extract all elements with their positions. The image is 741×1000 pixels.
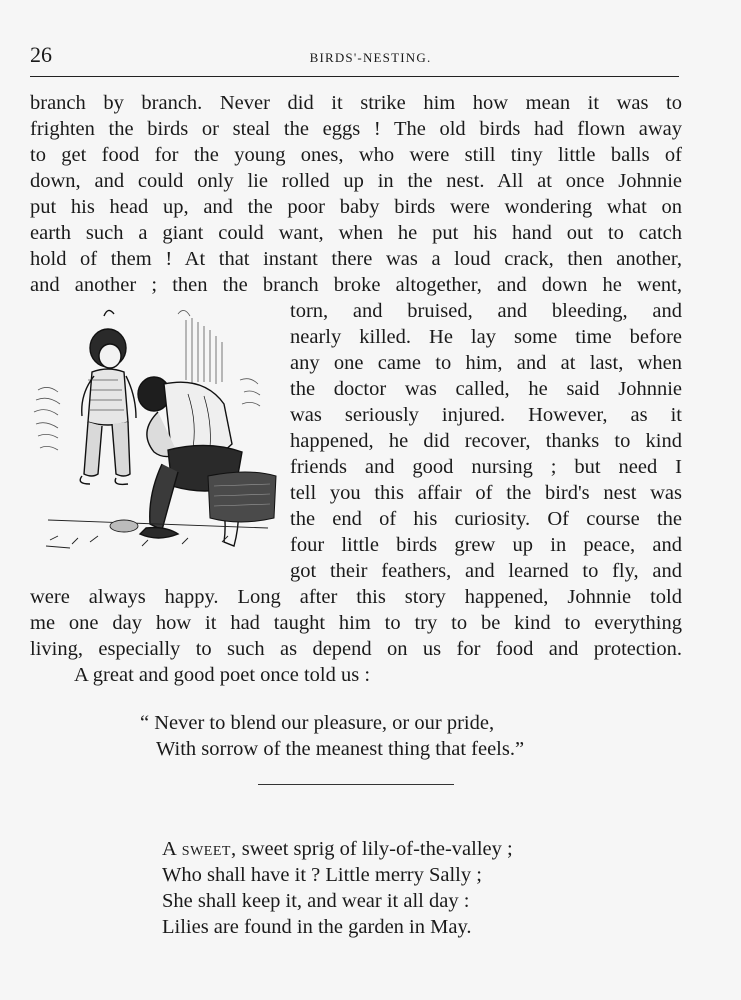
section-divider bbox=[258, 784, 454, 785]
wrap-line: nearly killed. He lay some time before bbox=[290, 326, 682, 348]
body-line: me one day how it had taught him to try to be kind to everything bbox=[30, 612, 682, 634]
body-line: living, especially to such as depend on us for food and protection. bbox=[30, 638, 682, 660]
body-line: and another ; then the branch broke altogether, and down he went, bbox=[30, 274, 682, 296]
poem-line bbox=[162, 836, 513, 862]
wrap-line: the doctor was called, he said Johnnie bbox=[290, 378, 682, 400]
body-line: were always happy. Long after this story happened, Johnnie told bbox=[30, 586, 682, 608]
wrap-line: the end of his curiosity. Of course the bbox=[290, 508, 682, 530]
poem-line: She shall keep it, and wear it all day : bbox=[162, 890, 470, 912]
quote-line: With sorrow of the meanest thing that feels.” bbox=[156, 738, 525, 760]
page-number: 26 bbox=[30, 42, 52, 67]
wrap-line: any one came to him, and at last, when bbox=[290, 352, 682, 374]
child-figure bbox=[80, 310, 136, 484]
body-line: put his head up, and the poor baby birds were wondering what on bbox=[30, 196, 682, 218]
wrap-line: friends and good nursing ; but need I bbox=[290, 456, 682, 478]
wrap-line: happened, he did recover, thanks to kind bbox=[290, 430, 682, 452]
body-line: branch by branch. Never did it strike him how mean it was to bbox=[30, 92, 682, 114]
body-line: earth such a giant could want, when he put his hand out to catch bbox=[30, 222, 682, 244]
wrap-line: got their feathers, and learned to fly, and bbox=[290, 560, 682, 582]
body-line: to get food for the young ones, who were still tiny little balls of bbox=[30, 144, 682, 166]
wrap-line: was seriously injured. However, as it bbox=[290, 404, 682, 426]
wrap-line: four little birds grew up in peace, and bbox=[290, 534, 682, 556]
poem-line: Lilies are found in the garden in May. bbox=[162, 916, 472, 938]
body-line: hold of them ! At that instant there was a loud crack, then another, bbox=[30, 248, 682, 270]
body-line: frighten the birds or steal the eggs ! The old birds had flown away bbox=[30, 118, 682, 140]
running-title: BIRDS'-NESTING. bbox=[309, 50, 432, 65]
tree-stump bbox=[208, 472, 276, 522]
poem-opening-smallcaps: A sweet, bbox=[162, 838, 237, 860]
header-rule bbox=[30, 76, 679, 77]
wrap-line: tell you this affair of the bird's nest was bbox=[290, 482, 682, 504]
poem-first-line-rest: sweet sprig of lily-of-the-valley ; bbox=[236, 838, 513, 860]
quote-line: “ Never to blend our pleasure, or our pride, bbox=[140, 712, 495, 734]
body-line: down, and could only lie rolled up in the nest. All at once Johnnie bbox=[30, 170, 682, 192]
wrap-line: torn, and bruised, and bleeding, and bbox=[290, 300, 682, 322]
engraving-illustration bbox=[28, 300, 280, 558]
poem-line: Who shall have it ? Little merry Sally ; bbox=[162, 864, 482, 886]
intro-line: A great and good poet once told us : bbox=[74, 664, 371, 686]
